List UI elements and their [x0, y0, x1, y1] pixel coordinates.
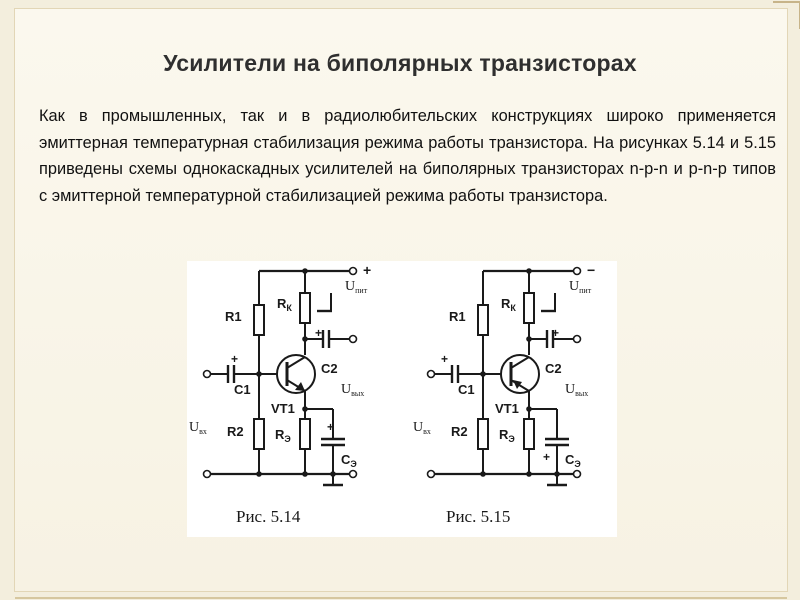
- r2-label-left: R2: [227, 424, 244, 439]
- vt1-label-right: VT1: [495, 401, 519, 416]
- circuit-figure: [187, 261, 617, 537]
- uvyx-label-right: [565, 382, 588, 398]
- c2-plus-left: +: [315, 326, 323, 340]
- uvyx-label-left: [341, 382, 364, 398]
- re-sub-left: Э: [284, 434, 291, 444]
- c1-plus-left: +: [231, 352, 239, 366]
- rk-sub-right: К: [510, 303, 516, 313]
- caption-fig-5-15: Рис. 5.15: [446, 507, 511, 526]
- upit-u-right: U: [569, 279, 580, 294]
- upit-sub-left: пит: [355, 286, 368, 295]
- rk-sub-left: К: [286, 303, 292, 313]
- c1-plus-right: +: [441, 352, 449, 366]
- uvyx-u-left: U: [341, 382, 352, 397]
- paragraph-part-2: и: [724, 133, 745, 152]
- corner-decoration: [773, 1, 800, 29]
- figure-ref-5-14: 5.14: [692, 133, 725, 152]
- c2-label-right: C2: [545, 361, 562, 376]
- upit-label-left: [345, 279, 368, 295]
- supply-sign-right: −: [587, 262, 596, 278]
- upit-sub-right: пит: [579, 286, 592, 295]
- uvx-u-right: U: [413, 420, 424, 435]
- upit-u-left: U: [345, 279, 356, 294]
- ce-label-left: [341, 452, 357, 469]
- c2-label-left: C2: [321, 361, 338, 376]
- re-label-left: [275, 427, 291, 444]
- rk-label-left: [277, 296, 292, 313]
- r1-label-right: R1: [449, 309, 466, 324]
- c1-label-right: C1: [458, 382, 475, 397]
- ce-plus-left: +: [327, 420, 335, 434]
- bottom-decoration: [15, 597, 787, 599]
- ce-c-right: C: [565, 452, 575, 467]
- re-sub-right: Э: [508, 434, 515, 444]
- uvx-u-left: U: [189, 420, 200, 435]
- circuit-5-15: [413, 262, 595, 485]
- paragraph-part-1: Как в промышленных, так и в радиолюбительских конструкциях широко применяется эмиттерная температурная стабилизация режима работы транзистора. На рисунках: [39, 107, 776, 152]
- caption-fig-5-14: Рис. 5.14: [236, 507, 301, 526]
- ce-sub-right: Э: [574, 459, 581, 469]
- ce-label-right: [565, 452, 581, 469]
- rk-r-right: R: [501, 296, 511, 311]
- ce-plus-right: +: [543, 450, 551, 464]
- uvyx-sub-left: вых: [351, 389, 365, 398]
- body-paragraph: [39, 103, 776, 209]
- uvyx-u-right: U: [565, 382, 576, 397]
- circuit-5-14: [189, 262, 371, 485]
- re-label-right: [499, 427, 515, 444]
- uvx-sub-left: вх: [199, 427, 207, 436]
- re-r-left: R: [275, 427, 285, 442]
- paragraph-part-3: приведены схемы однокаскадных усилителей на биполярных транзисторах n-p-n и p-n-p типов с эмиттерной температурной стабилизацией режима работы транзистора.: [39, 160, 776, 205]
- supply-sign-left: +: [363, 262, 372, 278]
- figure-ref-5-15: 5.15: [744, 133, 776, 152]
- circuit-diagrams: [187, 261, 617, 537]
- vt1-label-left: VT1: [271, 401, 295, 416]
- r1-label-left: R1: [225, 309, 242, 324]
- ce-sub-left: Э: [350, 459, 357, 469]
- uvyx-sub-right: вых: [575, 389, 589, 398]
- slide-title: Усилители на биполярных транзисторах: [163, 50, 637, 76]
- ce-c-left: C: [341, 452, 351, 467]
- upit-label-right: [569, 279, 592, 295]
- c2-plus-right: +: [552, 326, 560, 340]
- c1-label-left: C1: [234, 382, 251, 397]
- uvx-sub-right: вх: [423, 427, 431, 436]
- rk-label-right: [501, 296, 516, 313]
- uvx-label-left: [189, 420, 207, 436]
- uvx-label-right: [413, 420, 431, 436]
- r2-label-right: R2: [451, 424, 468, 439]
- re-r-right: R: [499, 427, 509, 442]
- rk-r-left: R: [277, 296, 287, 311]
